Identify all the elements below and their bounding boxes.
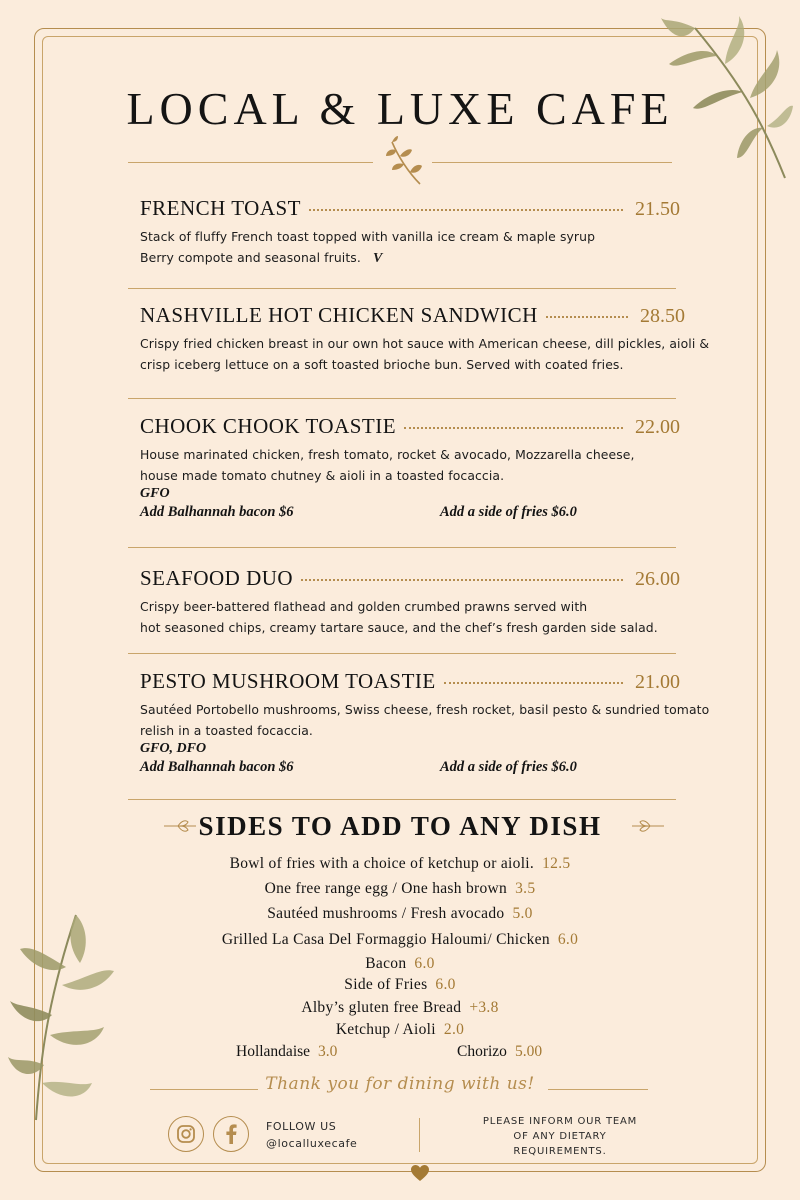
- side-item: Ketchup / Aioli 2.0: [335, 1021, 465, 1038]
- cafe-title: LOCAL & LUXE CAFE: [126, 83, 674, 134]
- addons-row: [140, 759, 680, 776]
- item-name: PESTO MUSHROOM TOASTIE: [140, 669, 436, 693]
- side-item: Grilled La Casa Del Formaggio Haloumi/ Chicken 6.0: [221, 931, 579, 948]
- follow-us-block: [266, 1118, 357, 1152]
- dot-leader: [301, 579, 623, 581]
- item-separator: [128, 288, 676, 289]
- addon-fries: Add a side of fries $6.0: [440, 759, 577, 775]
- item-description: Sautéed Portobello mushrooms, Swiss cheese, fresh rocket, basil pesto & sundried tomato relish in a toasted focaccia.: [140, 702, 710, 738]
- dot-leader: [444, 682, 623, 684]
- item-separator: [128, 799, 676, 800]
- addons-row: [140, 504, 680, 521]
- dietary-tag: V: [373, 251, 383, 266]
- sides-title: SIDES TO ADD TO ANY DISH: [198, 811, 602, 841]
- title-rule-right: [432, 162, 672, 163]
- thank-you-note: Thank you for dining with us!: [265, 1074, 535, 1094]
- item-name: CHOOK CHOOK TOASTIE: [140, 414, 397, 438]
- dot-leader: [404, 427, 623, 429]
- item-separator: [128, 398, 676, 399]
- item-description: Stack of fluffy French toast topped with vanilla ice cream & maple syrup Berry compote and seasonal fruits. V: [140, 229, 596, 266]
- addon-fries: Add a side of fries $6.0: [440, 504, 577, 520]
- side-item-chorizo: Chorizo 5.00: [457, 1043, 543, 1060]
- side-item: Bowl of fries with a choice of ketchup or aioli. 12.5: [229, 855, 571, 872]
- footer-divider: [419, 1118, 420, 1152]
- dietary-notice: PLEASE INFORM OUR TEAM OF ANY DIETARY REQUIREMENTS.: [482, 1116, 638, 1157]
- facebook-icon: [224, 1123, 238, 1145]
- menu-item-pesto-toastie: [140, 669, 710, 776]
- dot-leader: [309, 209, 623, 211]
- menu-item-nashville: [140, 303, 710, 375]
- item-name: SEAFOOD DUO: [140, 566, 294, 590]
- title-rule-left: [128, 162, 373, 163]
- item-name: FRENCH TOAST: [140, 196, 302, 220]
- sprig-icon: [384, 134, 426, 190]
- side-item: One free range egg / One hash brown 3.5: [264, 880, 536, 897]
- addon-bacon: Add Balhannah bacon $6: [140, 504, 294, 520]
- item-description: Crispy beer-battered flathead and golden crumbed prawns served with hot seasoned chips, creamy tartare sauce, and the chef’s fresh garden side salad.: [140, 599, 658, 635]
- menu-item-french-toast: [140, 196, 680, 269]
- item-description: House marinated chicken, fresh tomato, rocket & avocado, Mozzarella cheese, house made tomato chutney & aioli in a toasted focaccia.: [140, 447, 635, 483]
- menu-item-seafood-duo: [140, 566, 680, 638]
- instagram-icon: [176, 1124, 196, 1144]
- item-price: 21.50: [635, 198, 680, 220]
- dot-leader: [546, 316, 628, 318]
- dietary-tag: GFO, DFO: [140, 741, 207, 756]
- menu-item-chook-toastie: [140, 414, 680, 521]
- item-description: Crispy fried chicken breast in our own hot sauce with American cheese, dill pickles, aioli & crisp iceberg lettuce on a soft toasted brioche bun. Served with coated fries.: [140, 336, 710, 372]
- instagram-button[interactable]: [168, 1116, 204, 1152]
- item-separator: [128, 653, 676, 654]
- heart-icon: [410, 1164, 430, 1182]
- side-item: Bacon 6.0: [365, 955, 435, 972]
- item-price: 28.50: [640, 305, 685, 327]
- item-price: 26.00: [635, 568, 680, 590]
- side-item: Side of Fries 6.0: [344, 976, 456, 993]
- follow-label: FOLLOW US: [266, 1120, 337, 1133]
- item-name: NASHVILLE HOT CHICKEN SANDWICH: [140, 303, 538, 327]
- addon-bacon: Add Balhannah bacon $6: [140, 759, 294, 775]
- dietary-tag: GFO: [140, 486, 170, 501]
- side-item: Sautéed mushrooms / Fresh avocado 5.0: [267, 905, 533, 922]
- side-item: Alby’s gluten free Bread +3.8: [301, 999, 499, 1016]
- facebook-button[interactable]: [213, 1116, 249, 1152]
- item-price: 22.00: [635, 416, 680, 438]
- item-separator: [128, 547, 676, 548]
- item-price: 21.00: [635, 671, 680, 693]
- social-handle[interactable]: @localluxecafe: [266, 1137, 358, 1150]
- side-item-hollandaise: Hollandaise 3.0: [236, 1043, 338, 1060]
